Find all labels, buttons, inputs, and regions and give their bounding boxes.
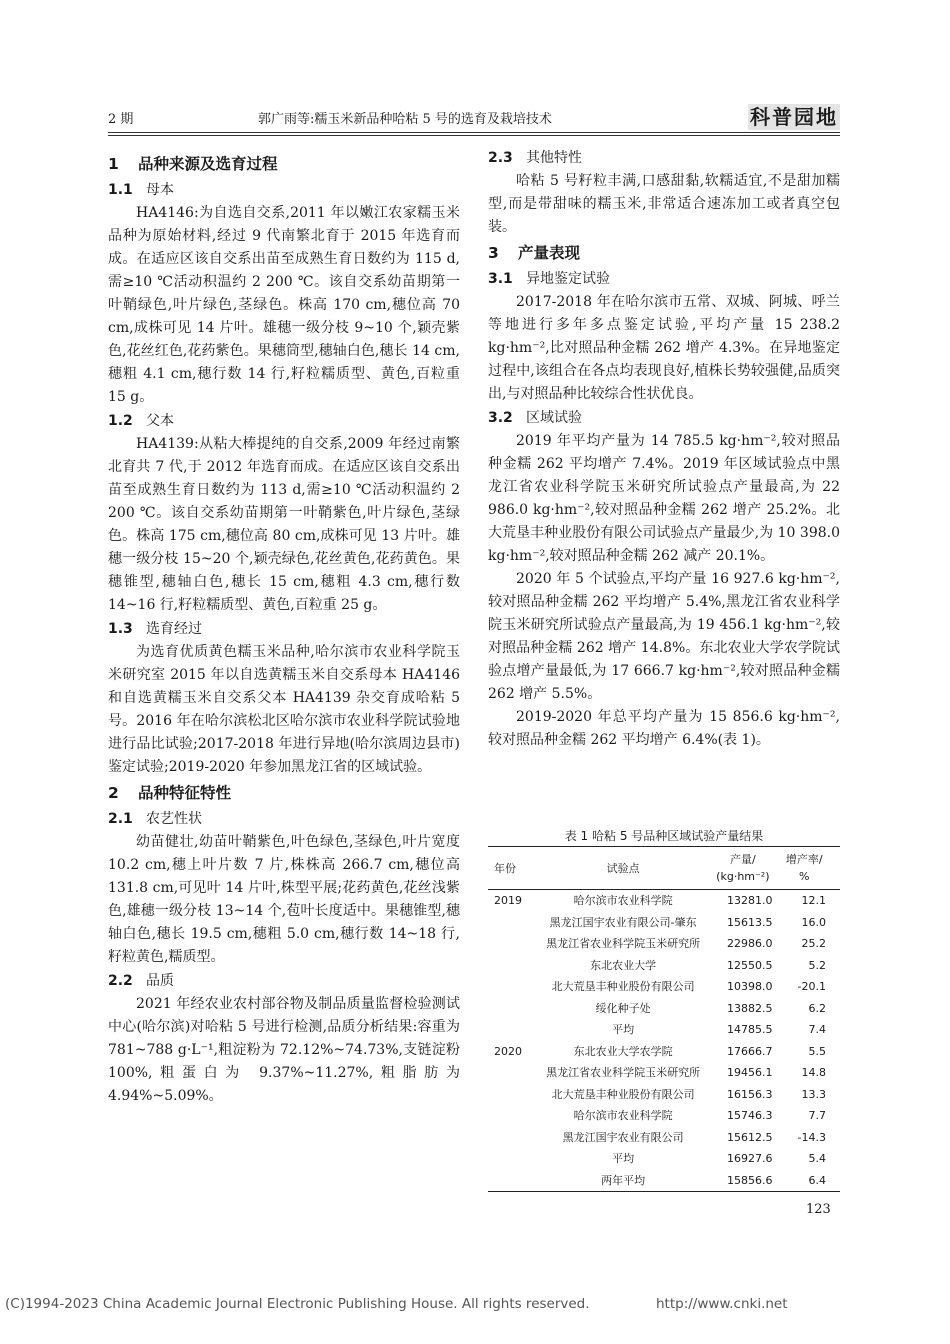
cell-yield: 15856.6 <box>727 1173 773 1187</box>
table-row <box>488 1084 840 1106</box>
cell-rate: 5.5 <box>808 1044 826 1058</box>
cell-rate: -20.1 <box>797 980 826 993</box>
header-rule <box>108 132 840 133</box>
heading-text: 品种来源及选育过程 <box>138 155 278 173</box>
heading-number: 3.2 <box>488 410 513 426</box>
cell-year: 2019 <box>494 894 522 907</box>
cell-year <box>488 998 535 1020</box>
cell-year <box>488 1105 535 1127</box>
heading-text: 农艺性状 <box>146 811 202 827</box>
table-row <box>488 1105 840 1127</box>
subsection-heading <box>108 409 460 433</box>
cell-site: 绥化种子处 <box>595 1001 651 1015</box>
table-caption: 表 1 哈粘 5 号品种区域试验产量结果 <box>564 829 764 843</box>
body-paragraph: 2019 年平均产量为 14 785.5 kg·hm⁻²,较对照品种金糯 262 平均增产 7.4%。2019 年区域试验点中黑龙江省农业科学院玉米研究所试验点产量最高,为 22 986.0 kg·hm⁻²,较对照品种金糯 262 增产 25.2%。北大荒垦丰种业股份有限公司试验点产量最少,为 10 398.0 kg·hm⁻²,较对照品种金糯 262 减产 20.1%。 <box>488 433 840 564</box>
heading-number: 2 <box>108 784 119 802</box>
body-paragraph: 2017-2018 年在哈尔滨市五常、双城、阿城、呼兰等地进行多年多点鉴定试验,平均产量 15 238.2 kg·hm⁻²,比对照品种金糯 262 增产 4.3%。在异地鉴定过程中,该组合在各点均表现良好,植株长势较强健,品质突出,与对照品种比较综合性状优良。 <box>488 294 840 402</box>
cell-year <box>488 1127 535 1149</box>
cell-yield: 15612.5 <box>727 1130 773 1144</box>
heading-number: 1.2 <box>108 413 133 429</box>
table-row <box>488 1148 840 1170</box>
section-heading <box>488 239 840 267</box>
body-paragraph: 为选育优质黄色糯玉米品种,哈尔滨市农业科学院玉米研究室 2015 年以自选黄糯玉米自交系母本 HA4146 和自选黄糯玉米自交系父本 HA4139 杂交育成哈粘 5 号。2016 年在哈尔滨松北区哈尔滨市农业科学院试验地进行品比试验;2017-2018 年进行异地(哈尔滨周边县市)鉴定试验;2019-2020 年参加黑龙江省的区域试验。 <box>108 644 460 775</box>
cell-year <box>488 1148 535 1170</box>
heading-text: 品种特征特性 <box>138 784 232 802</box>
cell-year <box>488 976 535 998</box>
cell-year <box>488 1019 535 1041</box>
heading-number: 3 <box>488 244 499 262</box>
heading-number: 1.3 <box>108 621 133 637</box>
header-yield-line2: (kg·hm⁻²) <box>716 870 770 883</box>
cell-rate: -14.3 <box>797 1130 826 1144</box>
copyright-notice: (C)1994-2023 China Academic Journal Electronic Publishing House. All rights reserved. <box>5 1296 590 1312</box>
cell-site: 北大荒垦丰种业股份有限公司 <box>551 1087 695 1101</box>
heading-text: 区域试验 <box>526 410 582 426</box>
table-row <box>488 955 840 977</box>
cell-yield: 16156.3 <box>727 1087 773 1101</box>
cell-rate: 12.1 <box>801 894 826 907</box>
subsection-heading <box>108 178 460 202</box>
section-heading <box>108 779 460 807</box>
issue-number: 2 期 <box>108 112 134 127</box>
table-row <box>488 998 840 1020</box>
section-heading <box>108 150 460 178</box>
subsection-heading <box>488 406 840 430</box>
cell-year <box>488 1084 535 1106</box>
cell-rate: 5.4 <box>808 1152 826 1165</box>
heading-number: 3.1 <box>488 271 513 287</box>
cnki-url: http://www.cnki.net <box>656 1296 788 1312</box>
header-site: 试验点 <box>606 861 640 875</box>
cell-year <box>488 1062 535 1084</box>
table-header-row <box>488 847 840 890</box>
heading-number: 2.2 <box>108 973 133 989</box>
subsection-heading <box>488 267 840 291</box>
cell-yield: 13882.5 <box>727 1001 773 1015</box>
heading-number: 2.1 <box>108 811 133 827</box>
cell-yield: 15746.3 <box>727 1109 773 1122</box>
cell-site: 平均 <box>612 1023 635 1036</box>
heading-number: 1.1 <box>108 182 133 198</box>
cell-rate: 6.2 <box>808 1001 826 1015</box>
table-row <box>488 912 840 934</box>
body-paragraph: HA4139:从粘大棒提纯的自交系,2009 年经过南繁北育共 7 代,于 2012 年选育而成。在适应区该自交系出苗至成熟生育日数约为 113 d,需≥10 ℃活动积温约 2 200 ℃。该自交系幼苗期第一叶鞘紫色,叶片绿色,茎绿色。株高 175 cm,穗位高 80 cm,成株可见 13 片叶。雄穗一级分枝 15~20 个,颖壳绿色,花丝黄色,花药黄色。果穗锥型,穗轴白色,穗长 15 cm,穗粗 4.3 cm,穗行数 14~16 行,籽粒糯质型、黄色,百粒重 25 g。 <box>108 436 460 613</box>
cell-site: 黑龙江省农业科学院玉米研究所 <box>546 937 701 950</box>
header-rate <box>781 847 840 890</box>
cell-yield: 13281.0 <box>727 894 773 907</box>
column-brand-label: 科普园地 <box>750 105 838 129</box>
table-body <box>488 890 840 1192</box>
heading-number: 1 <box>108 155 119 173</box>
cell-yield: 17666.7 <box>727 1044 773 1058</box>
subsection-heading <box>108 807 460 831</box>
heading-text: 选育经过 <box>146 621 202 637</box>
cell-yield: 19456.1 <box>727 1066 773 1079</box>
right-column <box>488 146 840 752</box>
table-row <box>488 933 840 955</box>
cell-rate: 14.8 <box>801 1066 826 1079</box>
cell-year <box>488 1170 535 1192</box>
table-row <box>488 976 840 998</box>
cell-yield: 12550.5 <box>727 958 773 972</box>
heading-text: 母本 <box>146 182 174 198</box>
header-rule-double <box>108 135 840 136</box>
cell-year <box>488 933 535 955</box>
cell-yield: 15613.5 <box>727 915 773 929</box>
cell-rate: 16.0 <box>801 915 826 929</box>
cell-rate: 5.2 <box>808 958 826 972</box>
heading-text: 产量表现 <box>518 244 581 262</box>
body-paragraph: 2021 年经农业农村部谷物及制品质量监督检验测试中心(哈尔滨)对哈粘 5 号进行检测,品质分析结果:容重为 781~788 g·L⁻¹,粗淀粉为 72.12%~74.73%,支链淀粉 100%,粗蛋白为 9.37%~11.27%,粗脂肪为 4.94%~5.09%。 <box>108 996 460 1104</box>
cell-rate: 7.4 <box>808 1023 826 1036</box>
table-row <box>488 1170 840 1192</box>
body-paragraph: 2020 年 5 个试验点,平均产量 16 927.6 kg·hm⁻²,较对照品种金糯 262 平均增产 5.4%,黑龙江省农业科学院玉米研究所试验点产量最高,为 19 456.1 kg·hm⁻²,较对照品种金糯 262 增产 14.8%。东北农业大学农学院试验点增产量最低,为 17 666.7 kg·hm⁻²,较对照品种金糯 262 增产 5.5%。 <box>488 571 840 702</box>
table-row <box>488 1019 840 1041</box>
header-yield <box>711 847 780 890</box>
left-column <box>108 150 460 1108</box>
heading-text: 父本 <box>146 413 174 429</box>
cell-rate: 6.4 <box>808 1173 826 1187</box>
header-rate-line1: 增产率/ <box>785 853 823 866</box>
subsection-heading <box>108 617 460 641</box>
cell-site: 东北农业大学农学院 <box>573 1044 673 1058</box>
cell-yield: 14785.5 <box>727 1023 773 1036</box>
yield-table-block <box>488 826 840 1192</box>
header-rate-line2: % <box>799 870 810 883</box>
subsection-heading <box>488 146 840 170</box>
table-row <box>488 1062 840 1084</box>
cell-yield: 22986.0 <box>727 937 773 950</box>
table-row <box>488 1127 840 1149</box>
body-paragraph: 哈粘 5 号籽粒丰满,口感甜黏,软糯适宜,不是甜加糯型,而是带甜味的糯玉米,非常适合速冻加工或者真空包装。 <box>488 173 840 235</box>
table-row <box>488 890 840 912</box>
page-number: 123 <box>806 1202 831 1217</box>
running-title: 郭广雨等:糯玉米新品种哈粘 5 号的选育及栽培技术 <box>258 112 552 127</box>
cell-site: 东北农业大学 <box>590 958 657 972</box>
cell-year <box>488 912 535 934</box>
header-yield-line1: 产量/ <box>729 853 756 866</box>
body-paragraph: 幼苗健壮,幼苗叶鞘紫色,叶色绿色,茎绿色,叶片宽度 10.2 cm,穗上叶片数 7 片,株株高 266.7 cm,穗位高 131.8 cm,可见叶 14 片叶,株型平展;花药黄色,花丝浅紫色,雄穗一级分枝 13~14 个,苞叶长度适中。果穗锥型,穗轴白色,穗长 19.5 cm,穗粗 5.0 cm,穗行数 14~18 行,籽粒黄色,糯质型。 <box>108 834 460 965</box>
cell-site: 两年平均 <box>601 1173 646 1187</box>
heading-number: 2.3 <box>488 150 513 166</box>
body-paragraph: HA4146:为自选自交系,2011 年以嫩江农家糯玉米品种为原始材料,经过 9 代南繁北育于 2015 年选育而成。在适应区该自交系出苗至成熟生育日数约为 115 d,需≥10 ℃活动积温约 2 200 ℃。该自交系幼苗期第一叶鞘绿色,叶片绿色,茎绿色。株高 170 cm,穗位高 70 cm,成株可见 14 片叶。雄穗一级分枝 9~10 个,颖壳紫色,花丝红色,花药紫色。果穗筒型,穗轴白色,穗长 14 cm,穗粗 4.1 cm,穗行数 14 行,籽粒糯质型、黄色,百粒重 15 g。 <box>108 205 460 405</box>
cell-year: 2020 <box>494 1044 522 1058</box>
cell-rate: 13.3 <box>801 1087 826 1101</box>
yield-table <box>488 846 840 1192</box>
cell-yield: 10398.0 <box>727 980 773 993</box>
cell-site: 黑龙江国宇农业有限公司-肇东 <box>549 915 697 929</box>
cell-site: 黑龙江省农业科学院玉米研究所 <box>546 1066 701 1079</box>
cell-site: 北大荒垦丰种业股份有限公司 <box>551 980 695 993</box>
cell-site: 黑龙江国宇农业有限公司 <box>562 1130 684 1144</box>
cell-year <box>488 955 535 977</box>
cell-yield: 16927.6 <box>727 1152 773 1165</box>
cell-rate: 25.2 <box>801 937 826 950</box>
heading-text: 其他特性 <box>526 150 582 166</box>
heading-text: 异地鉴定试验 <box>526 271 610 287</box>
table-row <box>488 1041 840 1063</box>
subsection-heading <box>108 969 460 993</box>
cell-site: 哈尔滨市农业科学院 <box>573 1109 673 1122</box>
header-year: 年份 <box>494 861 516 875</box>
heading-text: 品质 <box>146 973 174 989</box>
body-paragraph: 2019-2020 年总平均产量为 15 856.6 kg·hm⁻²,较对照品种金糯 262 平均增产 6.4%(表 1)。 <box>488 709 840 748</box>
cell-site: 平均 <box>612 1152 635 1165</box>
cell-site: 哈尔滨市农业科学院 <box>573 894 673 907</box>
cell-rate: 7.7 <box>808 1109 826 1122</box>
